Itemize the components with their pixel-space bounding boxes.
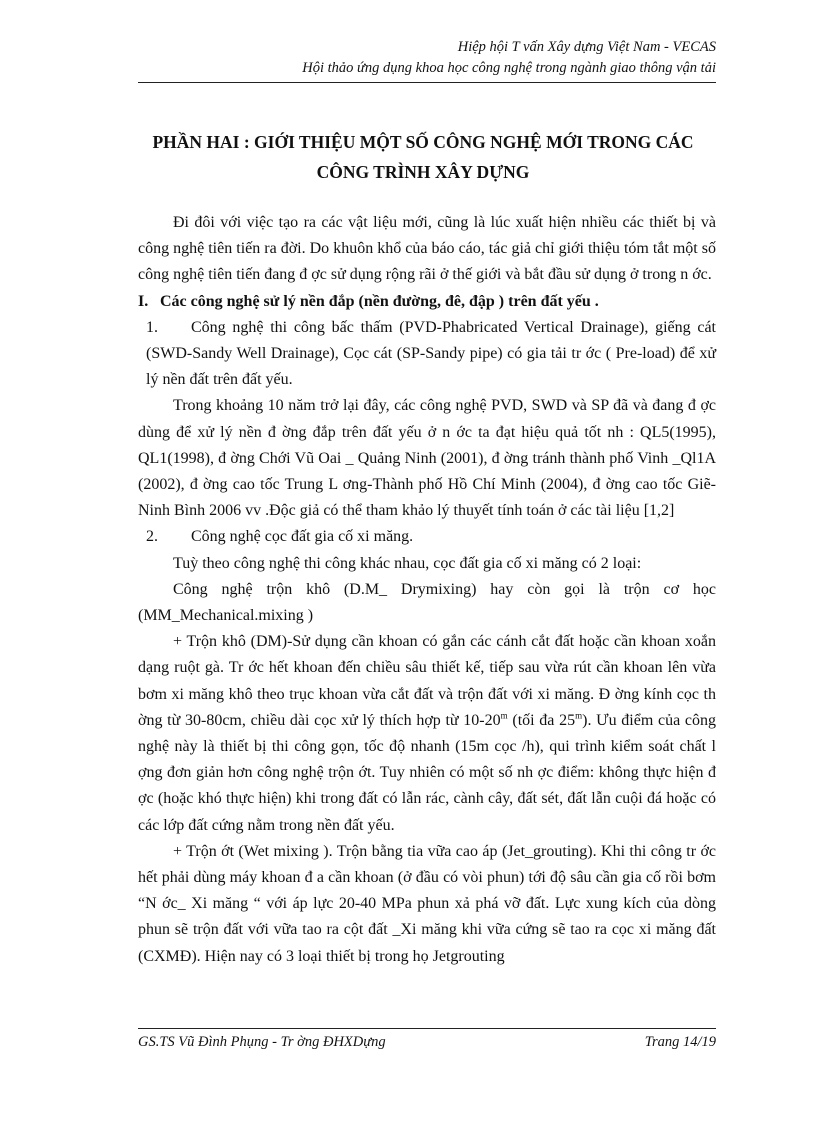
section-heading <box>138 289 716 315</box>
paragraph-dry-mixing-detail <box>138 629 716 839</box>
unit-superscript-2: m <box>575 710 583 721</box>
list-item-1 <box>138 315 716 394</box>
unit-superscript-1: m <box>500 710 508 721</box>
section-title: Các công nghệ sử lý nền đắp (nền đường, đê, đập ) trên đất yếu . <box>160 292 599 310</box>
footer-author: GS.TS Vũ Đình Phụng - Tr ờng ĐHXDựng <box>138 1034 386 1050</box>
dry-text-c: ). Ưu điểm của công nghệ này là thiết bị thi công gọn, tốc độ nhanh (15m cọc /h), qui trình kiểm soát chất l ợng đơn giản hơn công nghệ trộn ớt. Tuy nhiên có một số nh ợc điểm: không thực hiện đ ợc (hoặc khó thực hiện) khi trong đất có lẫn rác, cành cây, đất sét, đất lẫn cuội đá hoặc có các lớp đất cứng nằm trong nền đất yếu. <box>138 711 716 834</box>
paragraph-types: Tuỳ theo công nghệ thi công khác nhau, cọc đất gia cố xi măng có 2 loại: <box>173 554 642 572</box>
intro-paragraph: Đi đôi với việc tạo ra các vật liệu mới, cũng là lúc xuất hiện nhiều các thiết bị và công nghệ tiên tiến ra đời. Do khuôn khổ của báo cáo, tác giả chỉ giới thiệu tóm tắt một số công nghệ tiên tiến đang đ ợc sử dụng rộng rãi ở thế giới và bắt đầu sử dụng ở trong n ớc. <box>138 214 716 284</box>
header-divider <box>138 82 716 83</box>
dry-text-b: (tối đa 25 <box>507 711 576 729</box>
list-text-1: Công nghệ thi công bấc thấm (PVD-Phabricated Vertical Drainage), giếng cát (SWD-Sandy Well Drainage), Cọc cát (SP-Sandy pipe) có gia tải tr ớc ( Pre-load) để xử lý nền đất trên đất yếu. <box>146 318 716 389</box>
list-number-1: 1. <box>146 318 158 336</box>
header-line-1: Hiệp hội T vấn Xây dựng Việt Nam - VECAS <box>457 39 716 55</box>
page-number: Trang 14/19 <box>644 1034 716 1050</box>
paragraph-wet-mixing: + Trộn ớt (Wet mixing ). Trộn bằng tia vữa cao áp (Jet_grouting). Khi thi công tr ớc hết phải dùng máy khoan đ a cần khoan (ở đầu có vòi phun) tới độ sâu cần gia cố rồi bơm “N ớc_ Xi măng “ với áp lực 20-40 MPa phun xả phá vỡ đất. Lực xung kích của dòng phun sẽ trộn đất với vữa tao ra cột đất _Xi măng khi vữa cứng sẽ tao ra cọc xi măng đất (CXMĐ). Hiện nay có 3 loại thiết bị trong họ Jetgrouting <box>138 842 716 965</box>
paragraph-drymixing: Công nghệ trộn khô (D.M_ Drymixing) hay còn gọi là trộn cơ học (MM_Mechanical.mixing ) <box>138 580 716 625</box>
paragraph-pvd-projects: Trong khoảng 10 năm trở lại đây, các công nghệ PVD, SWD và SP đã và đang đ ợc dùng để xử lý nền đ ờng đắp trên đất yếu ở n ớc ta đạt hiệu quả tốt nh : QL5(1995), QL1(1998), đ ờng Chới Vũ Oai _ Quảng Ninh (2001), đ ờng tránh thành phố Vinh _Ql1A (2002), đ ờng cao tốc Trung L ơng-Thành phố Hồ Chí Minh (2004), đ ờng cao tốc Giẽ-Ninh Bình 2006 vv .Độc giả có thể tham khảo lý thuyết tính toán ở các tài liệu [1,2] <box>138 397 716 520</box>
page-title <box>130 127 716 187</box>
list-text-2: Công nghệ cọc đất gia cố xi măng. <box>191 528 414 546</box>
body-text <box>138 210 716 970</box>
title-line-2: CÔNG TRÌNH XÂY DỰNG <box>316 162 530 182</box>
title-line-1: PHẦN HAI : GIỚI THIỆU MỘT SỐ CÔNG NGHỆ MỚI TRONG CÁC <box>152 132 694 152</box>
section-number: I. <box>138 292 149 310</box>
footer-divider <box>138 1028 716 1029</box>
list-number-2: 2. <box>146 528 158 546</box>
list-item-2 <box>138 524 716 550</box>
dry-text-a: + Trộn khô (DM)-Sử dụng cần khoan có gắn các cánh cắt đất hoặc cần khoan xoắn dạng ruột gà. Tr ớc hết khoan đến chiều sâu thiết kế, tiếp sau vừa rút cần khoan lên vừa bơm xi măng khô theo trục khoan vừa cắt đất và trộn đất với xi măng. Đ ờng kính cọc th ờng từ 30-80cm, chiều dài cọc xử lý thích hợp từ 10-20 <box>138 633 716 729</box>
header-line-2: Hội thảo ứng dụng khoa học công nghệ trong ngành giao thông vận tải <box>302 60 716 76</box>
